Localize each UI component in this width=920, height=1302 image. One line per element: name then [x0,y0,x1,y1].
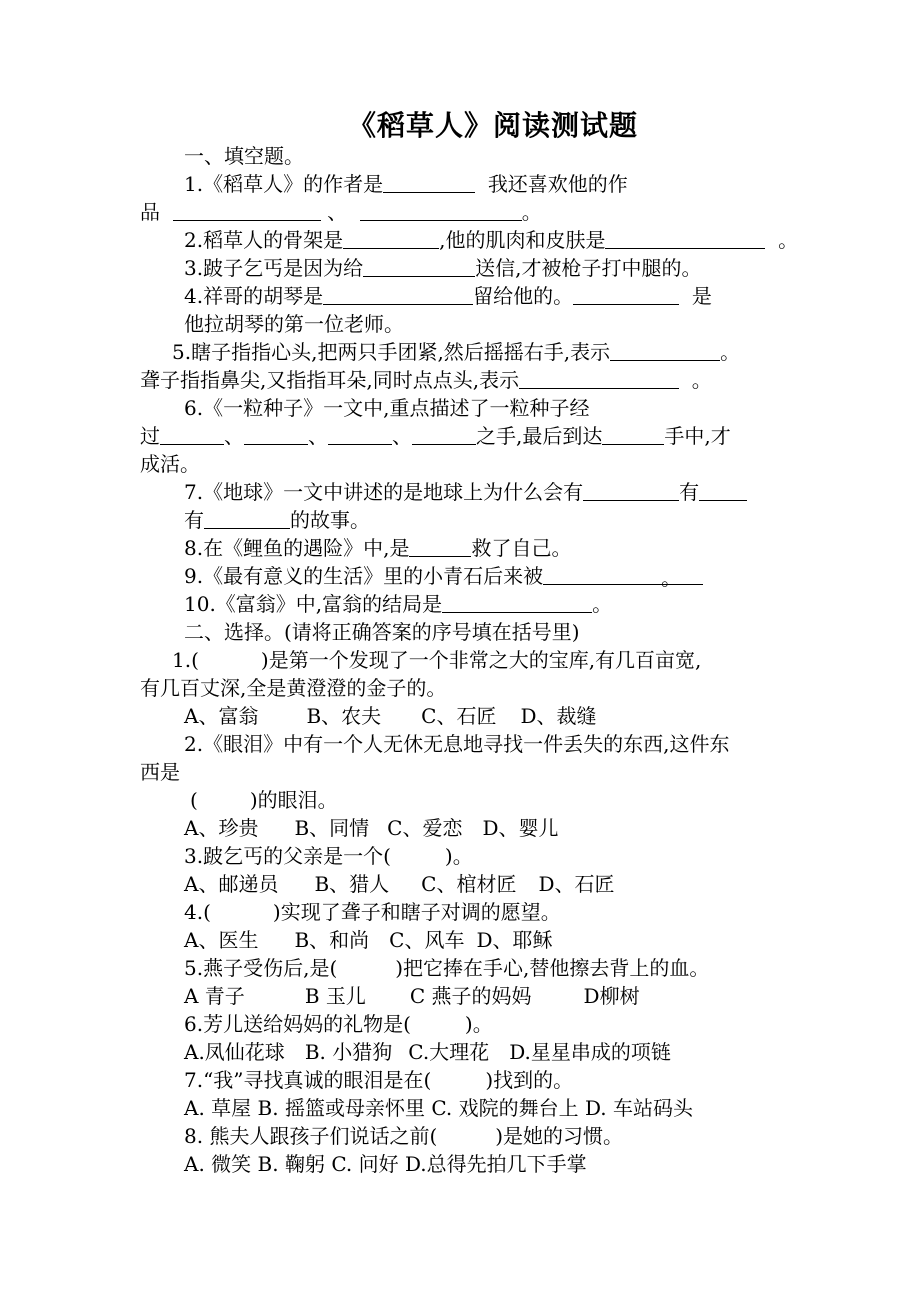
fill-q3-blank[interactable] [363,256,475,277]
fill-q7-blank-1[interactable] [583,480,679,501]
choice-q2-line3: ( )的眼泪。 [190,788,338,812]
choice-q8-options: A. 微笑 B. 鞠躬 C. 问好 D.总得先拍几下手掌 [184,1152,587,1176]
fill-q7-line1: 7.《地球》一文中讲述的是地球上为什么会有 有 [184,478,747,506]
fill-q4-line2: 他拉胡琴的第一位老师。 [184,312,404,336]
fill-q1-work-blank-2[interactable] [360,200,522,221]
fill-q6-blank-5[interactable] [602,424,664,445]
fill-q4-blank-2[interactable] [573,284,679,305]
fill-q3: 3.跛子乞丐是因为给 送信,才被枪子打中腿的。 [184,256,702,280]
choice-q2-line1: 2.《眼泪》中有一个人无休无息地寻找一件丢失的东西,这件东 [184,732,730,756]
choice-q5-options: A 青子 B 玉儿 C 燕子的妈妈 D柳树 [184,984,640,1008]
fill-q9: 9.《最有意义的生活》里的小青石后来被 。 [184,562,703,590]
choice-q3-options: A、邮递员 B、猎人 C、棺材匠 D、石匠 [184,872,615,896]
fill-q5-blank-1[interactable] [610,340,720,361]
fill-q1-work-blank-1[interactable] [173,200,321,221]
choice-q7-options: A. 草屋 B. 摇篮或母亲怀里 C. 戏院的舞台上 D. 车站码头 [184,1096,694,1120]
fill-q7-blank-2[interactable] [699,480,747,501]
choice-q8: 8. 熊夫人跟孩子们说话之前( )是她的习惯。 [184,1124,624,1148]
choice-q6: 6.芳儿送给妈妈的礼物是( )。 [184,1012,493,1036]
page-title: 《稻草人》阅读测试题 [347,109,638,142]
fill-q6-blank-2[interactable] [244,424,308,445]
fill-q5-line2: 聋子指指鼻尖,又指指耳朵,同时点点头,表示 。 [140,368,712,392]
choice-q2-options: A、珍贵 B、同情 C、爱恋 D、婴儿 [184,816,559,840]
fill-q7-line2: 有 的故事。 [184,508,370,532]
fill-q7-blank-3[interactable] [204,508,290,529]
choice-q1-options: A、富翁 B、农夫 C、石匠 D、裁缝 [184,704,597,728]
fill-q4-line1: 4.祥哥的胡琴是 留给他的。 是 [184,284,712,308]
fill-q6-line2: 过 、 、 、 之手,最后到达 手中,才 [140,424,731,448]
section-fill-heading: 一、填空题。 [184,144,304,168]
choice-q4-options: A、医生 B、和尚 C、风车 D、耶稣 [184,928,553,952]
fill-q1-line1: 1.《稻草人》的作者是 我还喜欢他的作 [184,172,628,196]
fill-q5-blank-2[interactable] [519,368,679,389]
choice-q7: 7.“我”寻找真诚的眼泪是在( )找到的。 [184,1068,574,1092]
fill-q2: 2.稻草人的骨架是 ,他的肌肉和皮肤是 。 [184,228,799,252]
fill-q10: 10.《富翁》中,富翁的结局是 。 [184,592,613,616]
fill-q6-blank-3[interactable] [328,424,392,445]
choice-q1-line2: 有几百丈深,全是黄澄澄的金子的。 [140,676,447,700]
choice-q6-options: A.凤仙花球 B. 小猎狗 C.大理花 D.星星串成的项链 [184,1040,671,1064]
fill-q1-line2: 品 、 。 [140,200,542,224]
fill-q2-blank-2[interactable] [605,228,765,249]
choice-q3: 3.跛乞丐的父亲是一个( )。 [184,844,473,868]
fill-q2-blank-1[interactable] [343,228,439,249]
fill-q6-line3: 成活。 [140,452,200,476]
fill-q8-blank[interactable] [409,536,471,557]
choice-q2-line2: 西是 [140,760,180,784]
fill-q1-author-blank[interactable] [383,172,475,193]
section-choice-heading: 二、选择。(请将正确答案的序号填在括号里) [184,620,580,644]
fill-q9-blank[interactable]: 。 [543,564,703,585]
choice-q4: 4.( )实现了聋子和瞎子对调的愿望。 [184,900,561,924]
choice-q5: 5.燕子受伤后,是( )把它捧在手心,替他擦去背上的血。 [184,956,710,980]
fill-q6-line1: 6.《一粒种子》一文中,重点描述了一粒种子经 [184,396,590,420]
choice-q1-line1: 1.( )是第一个发现了一个非常之大的宝库,有几百亩宽, [172,648,702,672]
fill-q4-blank-1[interactable] [323,284,473,305]
fill-q10-blank[interactable] [442,592,592,613]
fill-q8: 8.在《鲤鱼的遇险》中,是 救了自己。 [184,536,572,560]
fill-q5-line1: 5.瞎子指指心头,把两只手团紧,然后摇摇右手,表示 。 [172,340,741,364]
fill-q6-blank-1[interactable] [160,424,224,445]
fill-q6-blank-4[interactable] [412,424,476,445]
